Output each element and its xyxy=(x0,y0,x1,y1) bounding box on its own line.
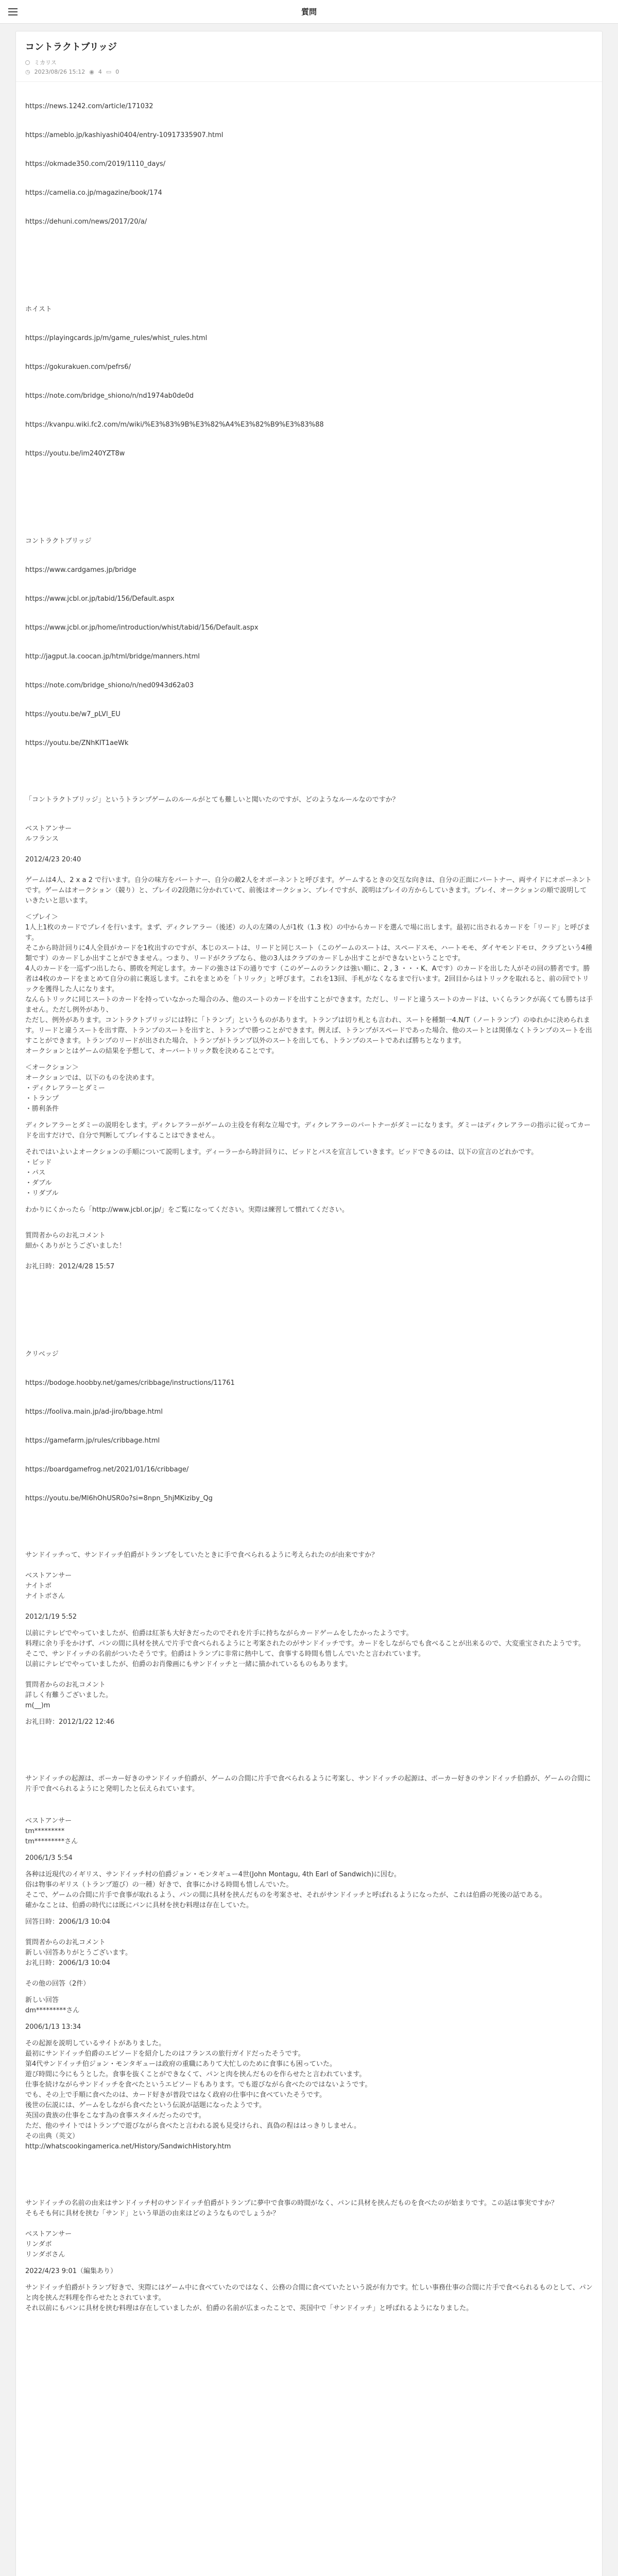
qa3-best-label: ベストアンサー xyxy=(25,1817,72,1825)
qa1-body-line: ディクレアラーとダミーの説明をします。ディクレアラーがゲームの主役を有利な立場です。ディクレアラーのパートナーがダミーになります。ダミーはディクレアラーの指示に従ってカードを出すだけで、自分で判断してプレイすることはできません。 xyxy=(25,1122,591,1140)
link-b-4[interactable]: https://youtu.be/im240YZT8w xyxy=(25,450,125,457)
qa1-body-line: ただし、例外があります。コントラクトブリッジには特に「トランプ」というものがあります。トランプは切り札とも言われ、スートを種類一4.N/T（ノートランプ）のゆれかに決められます。リードと違うスートを出す際、トランプのスートを出すと、トランプで勝つことができます。例えば、トランプがスペードであった場合、他のスートとは関係なくトランプのスートを出すことができます。トランプのリードが出された場合、トランプがトランプ以外のスートを出しても、トランプのスートであれば勝ちとなります。 xyxy=(25,1016,592,1045)
qa3-thanks-date: お礼日時：2006/1/3 10:04 xyxy=(25,1959,110,1967)
qa2-question: サンドイッチって、サンドイッチ伯爵がトランプをしていたときに手で食べられるように考えられたのが由来ですか？ xyxy=(25,1551,379,1559)
qa3-other-body-line: 英国の貴族の仕事をこなす為の食事スタイルだったのです。 xyxy=(25,2112,205,2120)
link-c-4[interactable]: https://note.com/bridge_shiono/n/ned0943d62a03 xyxy=(25,682,194,689)
page-header-title: 質問 xyxy=(301,7,317,16)
top-bar xyxy=(0,0,618,24)
answer-count: 0 xyxy=(115,69,119,75)
post-date: 2023/08/26 15:12 xyxy=(34,69,85,75)
post-header xyxy=(16,31,602,82)
qa1-best-date: 2012/4/23 20:40 xyxy=(25,856,81,863)
link-c-5[interactable]: https://youtu.be/w7_pLVl_EU xyxy=(25,710,121,718)
qa4-question: サンドイッチの名前の由来はサンドイッチ村のサンドイッチ伯爵がトランプに夢中で食事の時間がなく、パンに具材を挟んだものを食べたのが始まりです。この話は事実ですか？ xyxy=(25,2199,558,2207)
qa3-other-date: 2006/1/13 13:34 xyxy=(25,2023,81,2031)
qa3-other-body-line: でも、その上で手順に食べたのは、カード好きが普段ではなく政府の仕事中に食べていたそうです。 xyxy=(25,2091,326,2099)
post-meta-row xyxy=(25,69,593,75)
qa3-best-user2: tm*********さん xyxy=(25,1838,78,1845)
qa1-body-line: 1人上1枚のカードでプレイを行います。まず、ディクレアラー（後述）の人の左隣の人が1枚（1.3 枚）の中からカードを選んで場に出します。最初に出されるカードを「リード」と呼びます。 xyxy=(25,924,591,942)
link-a-1[interactable]: https://ameblo.jp/kashiyashi0404/entry-10917335907.html xyxy=(25,131,224,139)
qa3-body-line: そこで、ゲームの合間に片手で食事が取れるよう、パンの間に具材を挟んだものを考案させ、それがサンドイッチと呼ばれるようになったが、これは伯爵の死後の話である。 xyxy=(25,1891,546,1899)
link-d-3[interactable]: https://boardgamefrog.net/2021/01/16/cribbage/ xyxy=(25,1466,189,1473)
qa3-thanks-label: 質問者からのお礼コメント xyxy=(25,1939,106,1946)
qa1-body-line: ・ディクレアラーとダミー xyxy=(25,1084,105,1092)
qa1-body-line: ・勝利条件 xyxy=(25,1105,59,1113)
qa2-thanks-label: 質問者からのお礼コメント xyxy=(25,1681,106,1689)
qa1-body-line: そこから時計回りに4人全員がカードを1枚出すのですが、本じのスートは、リードと同じスート（このゲームのスートは、スペードスモ、ハートモモ、ダイヤモンドモロ、クラブという4種類です）のカードしか出すことができません。つまり、リードがクラブなら、他の3人はクラブのカードしか出すことができないということです。 xyxy=(25,944,592,962)
qa3-best-date: 2006/1/3 5:54 xyxy=(25,1854,73,1862)
link-b-2[interactable]: https://note.com/bridge_shiono/n/nd1974ab0de0d xyxy=(25,392,194,400)
qa3-thanks-text: 新しい回答ありがとうございます。 xyxy=(25,1949,132,1957)
link-a-4[interactable]: https://dehuni.com/news/2017/20/a/ xyxy=(25,218,147,226)
qa1-body-line: ・ビッド xyxy=(25,1159,52,1166)
qa3-other-body-line: ただ、他のサイトではトランプで遊びながら食べたと言われる説も見受けられ、真偽の程ははっきりしません。 xyxy=(25,2122,361,2130)
qa3-other-body-line: 遊び時間に今にもうとした。食事を抜くことができなくて、パンと肉を挟んだものを作らせたと言われています。 xyxy=(25,2071,366,2078)
post-meta xyxy=(25,58,593,66)
qa3-other-body-line: 第4代サンドイッチ伯ジョン・モンタギューは政府の重職にありて大忙しのために食事にも困っていた。 xyxy=(25,2060,336,2068)
link-b-3[interactable]: https://kvanpu.wiki.fc2.com/m/wiki/%E3%83%9B%E3%82%A4%E3%82%B9%E3%83%88 xyxy=(25,421,324,429)
qa3-body-line: 各种は近現代のイギリス、サンドイッチ村の伯爵ジョン・モンタギュー4世(John Montagu, 4th Earl of Sandwich)に因む。 xyxy=(25,1871,401,1878)
qa1-body xyxy=(25,875,593,1215)
link-d-1[interactable]: https://fooliva.main.jp/ad-jiro/bbage.html xyxy=(25,1408,163,1416)
qa4-best-label: ベストアンサー xyxy=(25,2230,72,2238)
link-c-1[interactable]: https://www.jcbl.or.jp/tabid/156/Default.aspx xyxy=(25,595,175,603)
qa2-body-line: そこで、サンドイッチの名前がついたそうです。伯爵はトランプに非常に熱中して、食事する時間も惜しんでいたと言われています。 xyxy=(25,1650,425,1658)
author-avatar-icon xyxy=(25,60,30,65)
qa2-body-line: 料理に余り手をかけず、パンの間に具材を挟んで片手で食べられるようにと考案されたのがサンドイッチです。カードをしながらでも食べることが出来るので、大変重宝されたようです。 xyxy=(25,1640,585,1648)
qa4-best-user[interactable]: リンダボ xyxy=(25,2241,52,2248)
qa3-other-body-line: 後世の伝説には、ゲームをしながら食べたという伝説が話題になったようです。 xyxy=(25,2102,266,2109)
qa3-question: サンドイッチの起源は、ポーカー好きのサンドイッチ伯爵が、ゲームの合間に片手で食べられるように考案し、サンドイッチの起源は、ポーカー好きのサンドイッチ伯爵が、ゲームの合間に片手で食べられるようにと発明したと伝えられています。 xyxy=(25,1775,591,1793)
qa1-body-line: 4人のカードを一巡ずつ出したら、勝敗を判定します。カードの強さは下の通りです（このゲームのランクは強い順に、2 , 3 ・・・K、Aです）のカードを出した人がその回の勝者です。勝者は4枚のカードをまとめて自分の前に裏返します。これをまとめを「トリック」と呼びます。これを13回、手札がなくなるまで行います。2回目からはトリックを取れると、前の回でトリックを獲得した人になります。 xyxy=(25,965,590,993)
link-b-1[interactable]: https://gokurakuen.com/pefrs6/ xyxy=(25,363,131,371)
qa4-sub-question: そもそも何に具材を挟む「サンド」という単語の由来はどのようなものでしょうか？ xyxy=(25,2210,280,2217)
qa1-best-user[interactable]: ルフランス xyxy=(25,835,59,843)
qa1-body-line: それではいよいよオークションの手順について説明します。ディーラーから時計回りに、ビッドとパスを宣言していきます。ビッドできるのは、以下の宣言のどれかです。 xyxy=(25,1148,538,1156)
qa1-body-line: ・リダブル xyxy=(25,1190,59,1197)
qa2-best-user2: ナイトボさん xyxy=(25,1592,65,1600)
clock-icon: ◷ xyxy=(25,69,30,75)
qa2-best-date: 2012/1/19 5:52 xyxy=(25,1613,77,1621)
qa3-best-user[interactable]: tm********* xyxy=(25,1827,65,1835)
qa3-body-line: 俗は物事のギリス（トランプ遊び）の一種）好きで、食事にかける時間も惜しんでいた。 xyxy=(25,1881,293,1889)
qa2-thanks-text2: m(__)m xyxy=(25,1702,50,1709)
qa3-body-line: 確かなことは、伯爵の時代には既にパンに具材を挟む料理は存在していた。 xyxy=(25,1902,253,1909)
qa3-source-link[interactable]: http://whatscookingamerica.net/History/SandwichHistory.htm xyxy=(25,2143,231,2150)
link-d-4[interactable]: https://youtu.be/Ml6hOhUSR0o?si=8npn_5hjMKiziby_Qg xyxy=(25,1495,213,1502)
qa1-body-line: ＜プレイ＞ xyxy=(25,913,58,921)
link-d-2[interactable]: https://gamefarm.jp/rules/cribbage.html xyxy=(25,1437,160,1445)
qa2-thanks-date: お礼日時：2012/1/22 12:46 xyxy=(25,1718,115,1726)
section-label-bridge: コントラクトブリッジ xyxy=(25,537,92,545)
section-label-whist: ホイスト xyxy=(25,306,52,313)
hamburger-menu-icon[interactable] xyxy=(7,6,19,18)
qa1-body-line: オークションでは、以下のものを決めます。 xyxy=(25,1074,159,1082)
link-c-2[interactable]: https://www.jcbl.or.jp/home/introduction/whist/tabid/156/Default.aspx xyxy=(25,624,259,632)
section-label-cribbage: クリベッジ xyxy=(25,1350,59,1358)
qa4-best-date: 2022/4/23 9:01（編集あり） xyxy=(25,2267,117,2275)
qa1-body-line: ＜オークション＞ xyxy=(25,1064,79,1072)
qa4-body-line: サンドイッチ伯爵がトランプ好きで、実際にはゲーム中に食べていたのではなく、公務の合間に食べていたという説が有力です。忙しい事務仕事の合間に片手で食べられるものとして、パンと肉を挟んだ料理を作らせたとされています。 xyxy=(25,2284,593,2302)
qa1-thanks-text: 細かくありがとうございました！ xyxy=(25,1242,126,1250)
qa2-best-user[interactable]: ナイトボ xyxy=(25,1582,52,1590)
qa1-question: 「コントラクトブリッジ」というトランプゲームのルールがとても難しいと聞いたのですが、どのようなルールなのですか？ xyxy=(25,796,399,804)
link-c-6[interactable]: https://youtu.be/ZNhKIT1aeWk xyxy=(25,739,129,747)
link-c-0[interactable]: https://www.cardgames.jp/bridge xyxy=(25,566,136,574)
qa1-body-line: ゲームは4人、2 x a 2 で行います。自分の味方をパートナー、自分の敵2人をオポーネントと呼びます。ゲームするときの交互な向きは、自分の正面にパートナー、両サイドにオポーネントです。ゲームはオークション（競り）と、プレイの2段階に分かれていて、前後はオークション、プレイですが、説明はプレイの方からしていきます。プレイ、オークションの順で説明していきたいと思います。 xyxy=(25,876,592,905)
qa3-other-body-line: その出典（英文） xyxy=(25,2132,79,2140)
link-b-0[interactable]: https://playingcards.jp/m/game_rules/whist_rules.html xyxy=(25,334,208,342)
qa3-other-body-line: 最初にサンドイッチ伯爵のエピソードを紹介したのはフランスの旅行ガイドだったそうです。 xyxy=(25,2050,305,2058)
view-count: 4 xyxy=(98,69,102,75)
link-a-3[interactable]: https://camelia.co.jp/magazine/book/174 xyxy=(25,189,162,197)
post-content xyxy=(16,82,602,2323)
qa3-more-label: 回答日時：2006/1/3 10:04 xyxy=(25,1918,110,1926)
post-card xyxy=(15,31,603,2576)
qa3-other-body-line: 仕事を続けながらサンドイッチを食べたというエピソードもあります。でも遊びながら食べたのではないようです。 xyxy=(25,2081,372,2089)
eye-icon: ◉ xyxy=(89,69,94,75)
qa1-thanks-date: お礼日時：2012/4/28 15:57 xyxy=(25,1263,115,1270)
link-d-0[interactable]: https://bodoge.hoobby.net/games/cribbage/instructions/11761 xyxy=(25,1379,235,1387)
qa3-other-user2[interactable]: dm*********さん xyxy=(25,2007,80,2014)
qa1-thanks-label: 質問者からのお礼コメント xyxy=(25,1232,106,1240)
qa1-body-line: オークションとはゲームの結果を予想して、オーバートリック数を決めることです。 xyxy=(25,1047,279,1055)
qa1-body-line: ・パス xyxy=(25,1169,46,1177)
qa3-other-body-line: その起源を説明しているサイトがありました。 xyxy=(25,2040,166,2047)
qa1-body-line: ・トランプ xyxy=(25,1095,59,1103)
qa2-body-line: 以前にテレビでやっていましたが、伯爵は紅茶も大好きだったのでそれを片手に持ちながらカードゲームをしたかったようです。 xyxy=(25,1630,413,1637)
qa3-other-user: 新しい回答 xyxy=(25,1996,59,2004)
qa1-body-line: なんらトリックに同じスートのカードを持っていなかった場合のみ、他のスートのカードを出すことができます。ただし、リードと違うスートのカードは、いくらランクが高くても勝ちは手ません。ただし例外があり、 xyxy=(25,996,593,1014)
qa1-best-label: ベストアンサー xyxy=(25,825,72,833)
qa1-body-line: わかりにくかったら「http://www.jcbl.or.jp/」をご覧になってください。実際は練習して慣れてください。 xyxy=(25,1206,349,1214)
qa2-body-line: 以前にテレビでやっていましたが、伯爵のお肖像画にもサンドイッチと一緒に描かれているものもあります。 xyxy=(25,1660,352,1668)
link-a-0[interactable]: https://news.1242.com/article/171032 xyxy=(25,103,153,110)
qa2-best-label: ベストアンサー xyxy=(25,1572,72,1580)
post-author[interactable]: ミカリス xyxy=(34,59,57,66)
link-c-3[interactable]: http://jagput.la.coocan.jp/html/bridge/manners.html xyxy=(25,653,200,660)
link-a-2[interactable]: https://okmade350.com/2019/1110_days/ xyxy=(25,160,166,168)
qa4-best-user2: リンダボさん xyxy=(25,2251,65,2259)
qa3-other-answers-label: その他の回答（2件） xyxy=(25,1980,90,1988)
post-title: コントラクトブリッジ xyxy=(25,42,117,53)
qa4-body-line: それ以前にもパンに具材を挟む料理は存在していましたが、伯爵の名前が広まったことで、英国中で「サンドイッチ」と呼ばれるようになりました。 xyxy=(25,2304,473,2312)
qa2-thanks-text: 詳しく有難うございました。 xyxy=(25,1691,113,1699)
comment-icon: ▭ xyxy=(106,69,112,75)
qa1-body-line: ・ダブル xyxy=(25,1179,52,1187)
